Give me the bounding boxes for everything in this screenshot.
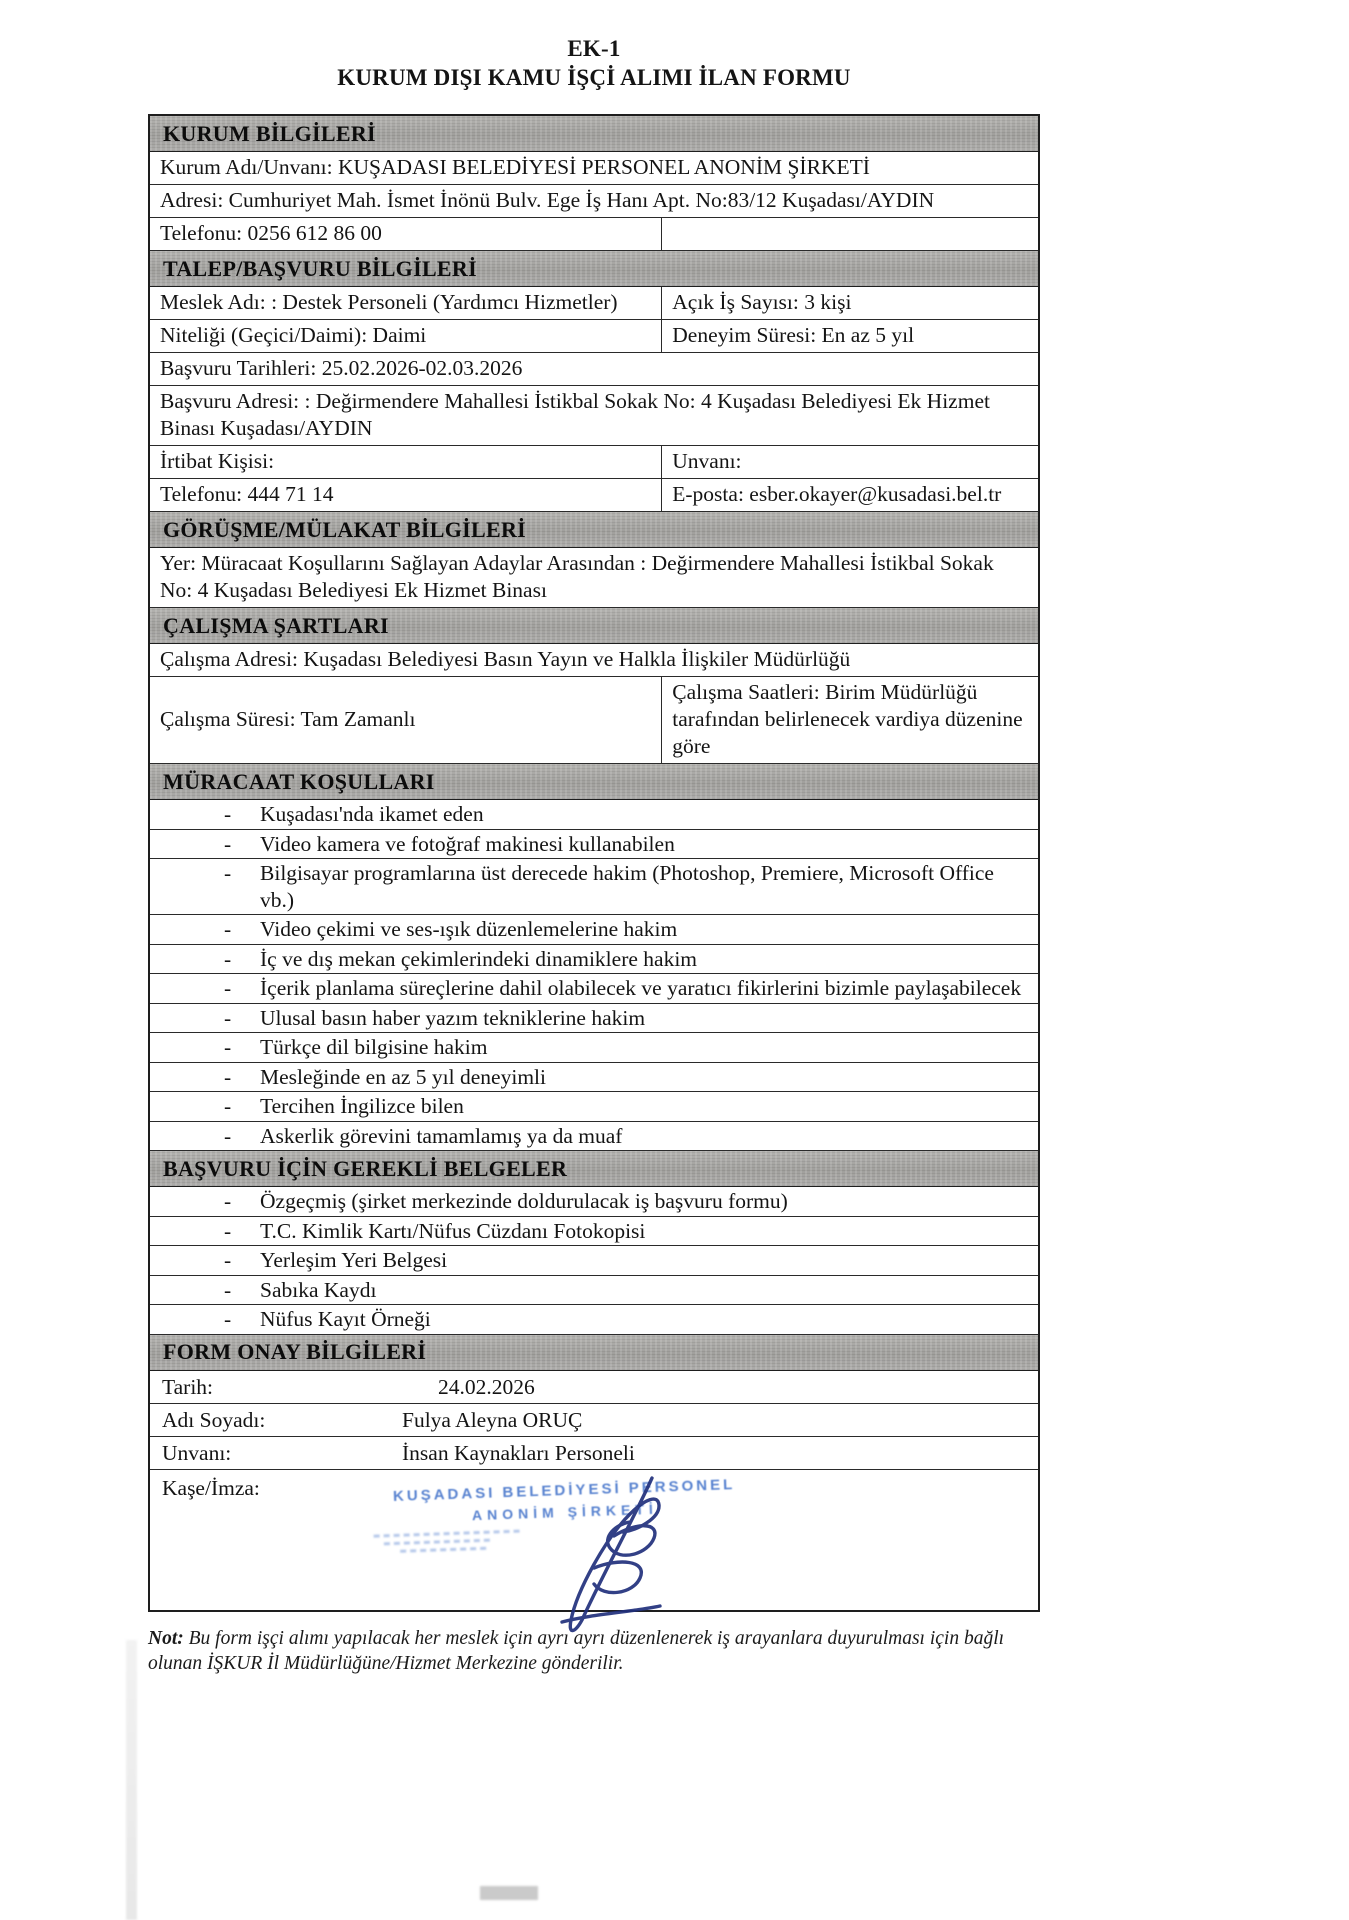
cell-kurum-adi (150, 152, 1038, 184)
row-kurum-telefon (150, 218, 1038, 251)
dash-bullet (224, 860, 260, 913)
cell-eposta (661, 479, 1038, 511)
cell-calisma-suresi (150, 677, 661, 763)
requirement-text: Tercihen İngilizce bilen (260, 1094, 464, 1118)
section-header-muracaat-kosullari: MÜRACAAT KOŞULLARI (150, 764, 1038, 800)
cell-gorusme-yer (150, 548, 1038, 607)
dash-bullet (224, 946, 260, 973)
dash-bullet (224, 1218, 260, 1245)
requirement-text: Mesleğinde en az 5 yıl deneyimli (260, 1064, 546, 1089)
requirement-item (150, 800, 1038, 830)
document-item-text: Yerleşim Yeri Belgesi (260, 1248, 448, 1272)
document (148, 34, 1040, 1695)
cell-calisma-adresi (150, 644, 1038, 676)
adi-soyadi-label: Adı Soyadı: (162, 1407, 266, 1432)
document-item-text: Özgeçmiş (şirket merkezinde doldurulacak iş başvuru formu) (260, 1189, 788, 1213)
row-kase-imza (150, 1470, 1038, 1610)
dash-bullet (224, 916, 260, 943)
onay-unvani-label: Unvanı: (162, 1440, 232, 1465)
basvuru-adresi-text: Başvuru Adresi: : Değirmendere Mahallesi İstikbal Sokak No: 4 Kuşadası Belediyesi Ek Hizmet Binası Kuşadası/AYDIN (160, 389, 990, 440)
dash-bullet (224, 975, 260, 1002)
requirement-text: Video kamera ve fotoğraf makinesi kullanabilen (260, 831, 675, 856)
requirement-text: Bilgisayar programlarına üst derecede hakim (Photoshop, Premiere, Microsoft Office vb.) (260, 861, 994, 912)
cell-kurum-adresi (150, 185, 1038, 217)
cell-acik-is-sayisi (661, 287, 1038, 319)
niteligi-text: Niteliği (Geçici/Daimi): Daimi (160, 323, 427, 347)
basvuru-tarihleri-text: Başvuru Tarihleri: 25.02.2026-02.03.2026 (160, 356, 523, 380)
cell-calisma-saatleri (661, 677, 1038, 763)
document-item (150, 1246, 1038, 1276)
irtibat-unvani-text: Unvanı: (672, 449, 742, 473)
calisma-saatleri-text: Çalışma Saatleri: Birim Müdürlüğü tarafından belirlenecek vardiya düzenine göre (672, 680, 1023, 758)
requirement-text: Askerlik görevini tamamlamış ya da muaf (260, 1123, 623, 1148)
cell-kurum-telefon (150, 218, 661, 250)
stamp-line-1: KUŞADASI BELEDİYESİ PERSONEL (392, 1475, 736, 1505)
footer-note-label: Not: (148, 1627, 184, 1649)
document-item-text: T.C. Kimlik Kartı/Nüfus Cüzdanı Fotokopisi (260, 1218, 646, 1243)
dash-bullet (224, 1277, 260, 1304)
dash-bullet (224, 801, 260, 828)
requirement-item (150, 1004, 1038, 1034)
cell-meslek-adi (150, 287, 661, 319)
cell-deneyim-suresi (661, 320, 1038, 352)
row-basvuru-tarihleri (150, 353, 1038, 386)
row-calisma-adresi (150, 644, 1038, 677)
section-header-gorusme-mulakat: GÖRÜŞME/MÜLAKAT BİLGİLERİ (150, 512, 1038, 548)
talep-telefon-text: Telefonu: 444 71 14 (160, 482, 334, 506)
section-header-talep-basvuru: TALEP/BAŞVURU BİLGİLERİ (150, 251, 1038, 287)
requirement-text: İçerik planlama süreçlerine dahil olabilecek ve yaratıcı fikirlerini bizimle paylaşabilecek (260, 976, 1022, 1000)
calisma-adresi-text: Çalışma Adresi: Kuşadası Belediyesi Basın Yayın ve Halkla İlişkiler Müdürlüğü (160, 647, 851, 671)
row-irtibat (150, 446, 1038, 479)
dash-bullet (224, 1034, 260, 1061)
document-item-text: Nüfus Kayıt Örneği (260, 1307, 431, 1331)
dash-bullet (224, 1306, 260, 1333)
document-item (150, 1276, 1038, 1306)
requirement-item (150, 945, 1038, 975)
requirement-text: İç ve dış mekan çekimlerindeki dinamiklere hakim (260, 946, 698, 971)
signature-icon (502, 1472, 702, 1637)
document-item (150, 1217, 1038, 1247)
section-header-gerekli-belgeler: BAŞVURU İÇİN GEREKLİ BELGELER (150, 1151, 1038, 1187)
row-calisma-suresi (150, 677, 1038, 764)
requirement-item (150, 1122, 1038, 1152)
calisma-suresi-text: Çalışma Süresi: Tam Zamanlı (160, 707, 416, 731)
document-item-text: Sabıka Kaydı (260, 1277, 377, 1302)
section-header-calisma-sartlari: ÇALIŞMA ŞARTLARI (150, 608, 1038, 644)
row-adi-soyadi (150, 1404, 1038, 1437)
requirement-item (150, 1092, 1038, 1122)
cell-talep-telefon (150, 479, 661, 511)
row-onay-unvani (150, 1437, 1038, 1470)
tarih-value: 24.02.2026 (438, 1374, 535, 1399)
requirement-item (150, 1033, 1038, 1063)
dash-bullet (224, 1188, 260, 1215)
section-header-form-onay: FORM ONAY BİLGİLERİ (150, 1335, 1038, 1371)
cell-basvuru-tarihleri (150, 353, 1038, 385)
stamp-line-2: ANONİM ŞİRKETİ (471, 1500, 659, 1523)
onay-unvani-value: İnsan Kaynakları Personeli (402, 1440, 635, 1465)
eposta-text: E-posta: esber.okayer@kusadasi.bel.tr (672, 482, 1002, 506)
document-title-block (148, 34, 1040, 92)
requirement-item (150, 1063, 1038, 1093)
row-kurum-adresi (150, 185, 1038, 218)
cell-kurum-telefon-empty (661, 218, 1038, 250)
scan-artifact (126, 1640, 137, 1920)
page-title: KURUM DIŞI KAMU İŞÇİ ALIMI İLAN FORMU (337, 65, 851, 90)
meslek-adi-text: Meslek Adı: : Destek Personeli (Yardımcı Hizmetler) (160, 290, 618, 314)
tarih-label: Tarih: (162, 1374, 214, 1399)
cell-irtibat-unvani (661, 446, 1038, 478)
irtibat-kisisi-text: İrtibat Kişisi: (160, 449, 275, 473)
scan-artifact (480, 1886, 538, 1900)
kase-imza-label: Kaşe/İmza: (162, 1475, 260, 1500)
requirement-text: Kuşadası'nda ikamet eden (260, 802, 484, 826)
dash-bullet (224, 1247, 260, 1274)
kurum-telefon-text: Telefonu: 0256 612 86 00 (160, 221, 382, 245)
cell-basvuru-adresi (150, 386, 1038, 445)
deneyim-suresi-text: Deneyim Süresi: En az 5 yıl (672, 323, 915, 347)
row-meslek-adi (150, 287, 1038, 320)
dash-bullet (224, 1005, 260, 1032)
dash-bullet (224, 1093, 260, 1120)
row-gorusme-yer (150, 548, 1038, 608)
kurum-adi-text: Kurum Adı/Unvanı: KUŞADASI BELEDİYESİ PERSONEL ANONİM ŞİRKETİ (160, 155, 870, 179)
row-kurum-adi (150, 152, 1038, 185)
dash-bullet (224, 1064, 260, 1091)
requirement-item (150, 859, 1038, 915)
form-table (148, 114, 1040, 1612)
cell-niteligi (150, 320, 661, 352)
adi-soyadi-value: Fulya Aleyna ORUÇ (402, 1407, 583, 1432)
row-tarih (150, 1371, 1038, 1404)
footer-note-text: Bu form işçi alımı yapılacak her meslek için ayrı ayrı düzenlenerek iş arayanlara duyurulması için bağlı olunan İŞKUR İl Müdürlüğüne/Hizmet Merkezine gönderilir. (148, 1627, 1005, 1674)
requirement-text: Ulusal basın haber yazım tekniklerine hakim (260, 1005, 646, 1030)
doc-code: EK-1 (567, 36, 621, 61)
requirement-item (150, 974, 1038, 1004)
dash-bullet (224, 831, 260, 858)
gorusme-yer-text: Yer: Müracaat Koşullarını Sağlayan Adaylar Arasından : Değirmendere Mahallesi İstikbal Sokak No: 4 Kuşadası Belediyesi Ek Hizmet Binası (160, 551, 994, 602)
row-basvuru-adresi (150, 386, 1038, 446)
requirement-text: Türkçe dil bilgisine hakim (260, 1035, 488, 1059)
document-item (150, 1187, 1038, 1217)
cell-irtibat-kisisi (150, 446, 661, 478)
document-item (150, 1305, 1038, 1335)
kurum-adresi-text: Adresi: Cumhuriyet Mah. İsmet İnönü Bulv. Ege İş Hanı Apt. No:83/12 Kuşadası/AYDIN (160, 188, 935, 212)
row-talep-telefon (150, 479, 1038, 512)
requirement-text: Video çekimi ve ses-ışık düzenlemelerine hakim (260, 917, 678, 941)
dash-bullet (224, 1123, 260, 1150)
section-header-kurum-bilgileri: KURUM BİLGİLERİ (150, 116, 1038, 152)
row-niteligi (150, 320, 1038, 353)
acik-is-sayisi-text: Açık İş Sayısı: 3 kişi (672, 290, 852, 314)
requirement-item (150, 830, 1038, 860)
requirement-item (150, 915, 1038, 945)
